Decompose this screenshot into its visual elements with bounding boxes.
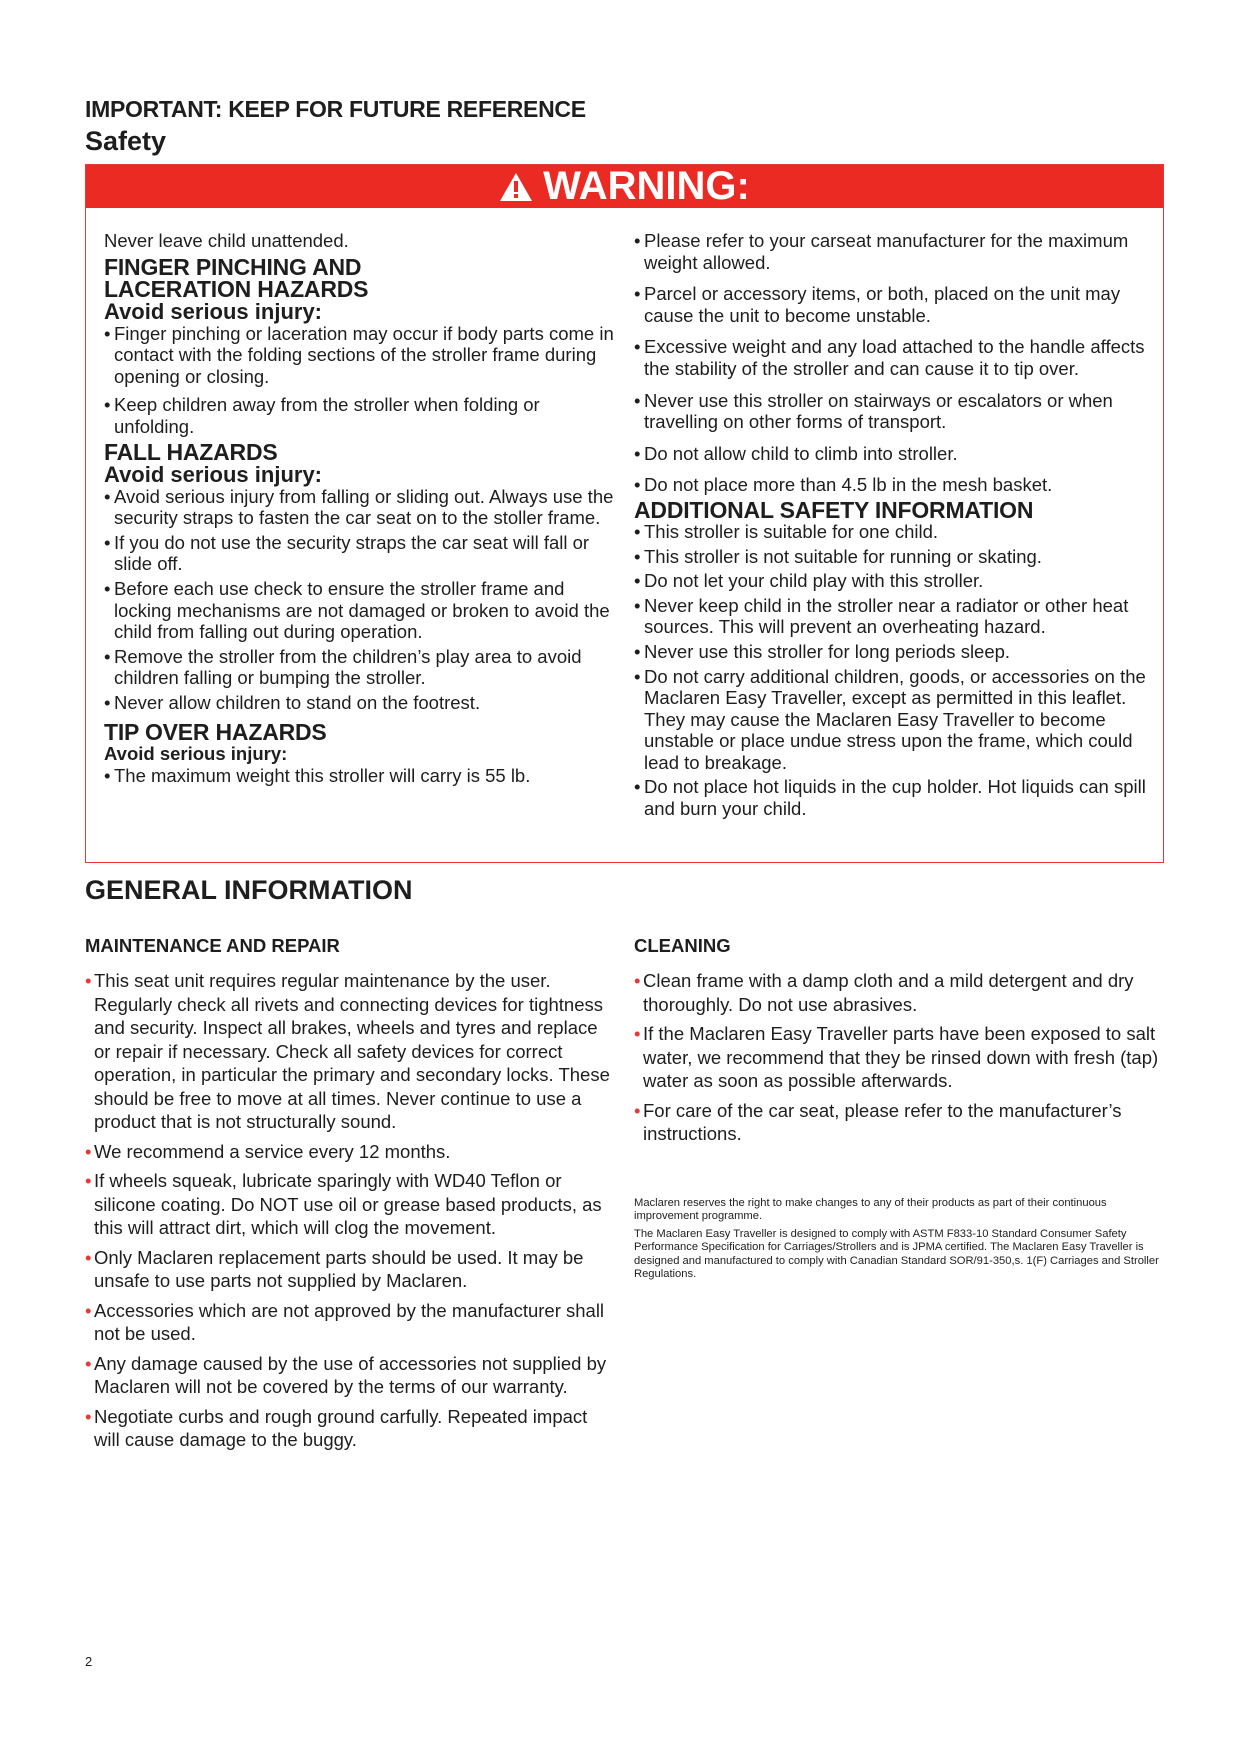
list-item: • Do not place more than 4.5 lb in the mesh basket. bbox=[634, 474, 1159, 496]
maintenance-column bbox=[85, 935, 615, 1458]
list-item: • Finger pinching or laceration may occur if body parts come in contact with the folding sections of the stroller frame during opening or closing. bbox=[104, 323, 624, 388]
cleaning-column bbox=[634, 935, 1164, 1152]
list-item: • Never allow children to stand on the footrest. bbox=[104, 692, 624, 714]
list-item: • Please refer to your carseat manufacturer for the maximum weight allowed. bbox=[634, 230, 1159, 273]
list-item: • Do not allow child to climb into stroller. bbox=[634, 443, 1159, 465]
finger-hazard-list bbox=[104, 323, 624, 438]
list-item: • This stroller is suitable for one child. bbox=[634, 521, 1159, 543]
tip-hazard-title: TIP OVER HAZARDS bbox=[104, 718, 327, 745]
maintenance-heading: MAINTENANCE AND REPAIR bbox=[85, 935, 340, 956]
finger-avoid-heading: Avoid serious injury: bbox=[104, 298, 323, 324]
fine-print-paragraph: The Maclaren Easy Traveller is designed to comply with ASTM F833-10 Standard Consumer Safety Performance Specification for Carriages/Strollers and is JPMA certified. The Maclaren Easy Traveller is designed and manufactured to comply with Canadian Standard SOR/91-350,s. 1(F) Carriages and Stroller Regulations. bbox=[634, 1227, 1159, 1281]
list-item: • Keep children away from the stroller when folding or unfolding. bbox=[104, 394, 624, 437]
list-item: • If you do not use the security straps the car seat will fall or slide off. bbox=[104, 532, 624, 575]
list-item: • We recommend a service every 12 months. bbox=[85, 1140, 615, 1164]
warning-triangle-icon bbox=[499, 172, 533, 202]
list-item: • For care of the car seat, please refer to the manufacturer’s instructions. bbox=[634, 1099, 1164, 1146]
additional-safety-list bbox=[634, 521, 1159, 820]
list-item: • The maximum weight this stroller will carry is 55 lb. bbox=[104, 765, 624, 787]
list-item: • Accessories which are not approved by the manufacturer shall not be used. bbox=[85, 1299, 615, 1346]
list-item: • Negotiate curbs and rough ground carfully. Repeated impact will cause damage to the buggy. bbox=[85, 1405, 615, 1452]
cleaning-heading: CLEANING bbox=[634, 935, 731, 956]
list-item: • If wheels squeak, lubricate sparingly with WD40 Teflon or silicone coating. Do NOT use oil or grease based products, as this will attract dirt, which will clog the movement. bbox=[85, 1169, 615, 1240]
list-item: • Avoid serious injury from falling or sliding out. Always use the security straps to fasten the car seat on to the stoller frame. bbox=[104, 486, 624, 529]
intro-text: Never leave child unattended. bbox=[104, 230, 349, 251]
warning-banner bbox=[86, 165, 1163, 208]
safety-heading: Safety bbox=[85, 126, 167, 156]
fine-print-paragraph: Maclaren reserves the right to make changes to any of their products as part of their continuous improvement programme. bbox=[634, 1197, 1107, 1223]
page-number: 2 bbox=[85, 1654, 93, 1669]
maintenance-list bbox=[85, 969, 615, 1452]
list-item: • Excessive weight and any load attached to the handle affects the stability of the stroller and can cause it to tip over. bbox=[634, 336, 1159, 379]
list-item: • Do not place hot liquids in the cup holder. Hot liquids can spill and burn your child. bbox=[634, 776, 1159, 819]
list-item: • Never use this stroller on stairways or escalators or when travelling on other forms of transport. bbox=[634, 390, 1159, 433]
tip-avoid-heading: Avoid serious injury: bbox=[104, 742, 288, 764]
list-item: • Do not let your child play with this stroller. bbox=[634, 570, 1159, 592]
list-item: • Only Maclaren replacement parts should be used. It may be unsafe to use parts not supplied by Maclaren. bbox=[85, 1246, 615, 1293]
list-item: • Clean frame with a damp cloth and a mild detergent and dry thoroughly. Do not use abrasives. bbox=[634, 969, 1164, 1016]
finger-hazard-title-1: FINGER PINCHING AND bbox=[104, 253, 362, 280]
warning-title: WARNING: bbox=[543, 164, 750, 208]
list-item: • Never keep child in the stroller near a radiator or other heat sources. This will prevent an overheating hazard. bbox=[634, 595, 1159, 638]
warning-right-list bbox=[634, 230, 1159, 496]
important-heading: IMPORTANT: KEEP FOR FUTURE REFERENCE bbox=[85, 96, 586, 122]
list-item: • Before each use check to ensure the stroller frame and locking mechanisms are not damaged or broken to avoid the child from falling out during operation. bbox=[104, 578, 624, 643]
tip-hazard-list bbox=[104, 765, 624, 787]
list-item: • This stroller is not suitable for running or skating. bbox=[634, 546, 1159, 568]
list-item: • Do not carry additional children, goods, or accessories on the Maclaren Easy Traveller, except as permitted in this leaflet. They may cause the Maclaren Easy Traveller to become unstable or place undue stress upon the frame, which could lead to breakage. bbox=[634, 666, 1159, 774]
warning-right-column bbox=[634, 230, 1159, 820]
general-information-heading: GENERAL INFORMATION bbox=[85, 875, 413, 905]
fine-print bbox=[634, 1197, 1159, 1285]
fall-hazard-list bbox=[104, 486, 624, 714]
list-item: • This seat unit requires regular maintenance by the user. Regularly check all rivets and connecting devices for tightness and security. Inspect all brakes, wheels and tyres and replace or repair if necessary. Check all safety devices for correct operation, in particular the primary and secondary locks. These should be free to move at all times. Never continue to use a product that is not structurally sound. bbox=[85, 969, 615, 1134]
fall-avoid-heading: Avoid serious injury: bbox=[104, 461, 323, 487]
list-item: • Any damage caused by the use of accessories not supplied by Maclaren will not be covered by the terms of our warranty. bbox=[85, 1352, 615, 1399]
list-item: • Remove the stroller from the children’s play area to avoid children falling or bumping the stroller. bbox=[104, 646, 624, 689]
cleaning-list bbox=[634, 969, 1164, 1146]
finger-hazard-title-2: LACERATION HAZARDS bbox=[104, 275, 369, 302]
warning-left-column bbox=[104, 230, 624, 786]
list-item: • Parcel or accessory items, or both, placed on the unit may cause the unit to become unstable. bbox=[634, 283, 1159, 326]
list-item: • Never use this stroller for long periods sleep. bbox=[634, 641, 1159, 663]
list-item: • If the Maclaren Easy Traveller parts have been exposed to salt water, we recommend that they be rinsed down with fresh (tap) water as soon as possible afterwards. bbox=[634, 1022, 1164, 1093]
fall-hazard-title: FALL HAZARDS bbox=[104, 438, 278, 465]
additional-safety-title: ADDITIONAL SAFETY INFORMATION bbox=[634, 496, 1034, 523]
